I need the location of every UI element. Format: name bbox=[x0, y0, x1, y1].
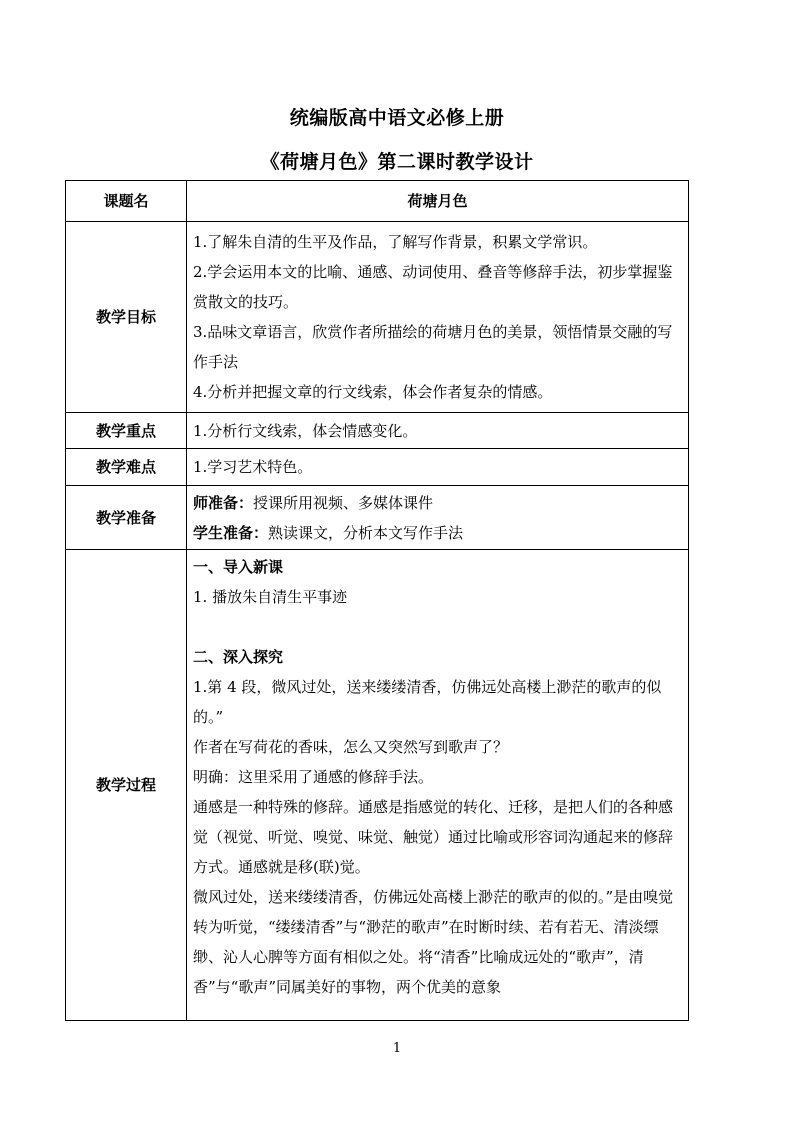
key-point-label: 教学重点 bbox=[66, 413, 187, 449]
teacher-prep-value: 授课所用视频、多媒体课件 bbox=[253, 493, 434, 512]
objective-item: 4.分析并把握文章的行文线索，体会作者复杂的情感。 bbox=[193, 383, 553, 401]
table-row-difficulty bbox=[66, 449, 689, 486]
process-paragraph: 作者在写荷花的香味，怎么又突然写到歌声了？ bbox=[193, 738, 509, 756]
teacher-prep-label: 师准备： bbox=[193, 493, 254, 512]
topic-value: 荷塘月色 bbox=[187, 181, 689, 222]
key-point-value: 1.分析行文线索，体会情感变化。 bbox=[187, 413, 689, 449]
student-prep-label: 学生准备： bbox=[193, 523, 269, 542]
difficulty-value: 1.学习艺术特色。 bbox=[187, 449, 689, 486]
student-prep-value: 熟读课文，分析本文写作手法 bbox=[268, 523, 464, 542]
process-paragraph: 1. 播放朱自清生平事迹 bbox=[193, 588, 348, 606]
difficulty-label: 教学难点 bbox=[66, 449, 187, 486]
table-row-process bbox=[66, 550, 689, 1021]
document-subtitle: 《荷塘月色》第二课时教学设计 bbox=[260, 151, 534, 173]
process-paragraph: 微风过处，送来缕缕清香，仿佛远处高楼上渺茫的歌声的似的。”是由嗅觉转为听觉，“缕缕清香”与“渺茫的歌声”在时断时续、若有若无、清淡缥缈、沁人心脾等方面有相似之处。将“清香”比喻成远处的“歌声”，清香”与“歌声”同属美好的事物，两个优美的意象 bbox=[193, 888, 674, 996]
preparation-content bbox=[187, 486, 689, 550]
student-prep-line bbox=[193, 518, 682, 548]
process-paragraph: 通感是一种特殊的修辞。通感是指感觉的转化、迁移，是把人们的各种感觉（视觉、听觉、嗅觉、味觉、触觉）通过比喻或形容词沟通起来的修辞方式。通感就是移(联)觉。 bbox=[193, 798, 674, 876]
section-heading: 二、深入探究 bbox=[193, 648, 284, 666]
process-label: 教学过程 bbox=[66, 550, 187, 1021]
document-title: 统编版高中语文必修上册 bbox=[289, 107, 505, 129]
section-heading: 一、导入新课 bbox=[193, 558, 284, 576]
objective-item: 3.品味文章语言，欣赏作者所描绘的荷塘月色的美景，领悟情景交融的写作手法 bbox=[193, 323, 673, 371]
table-row-preparation bbox=[66, 486, 689, 550]
objective-item: 2.学会运用本文的比喻、通感、动词使用、叠音等修辞手法，初步掌握鉴赏散文的技巧。 bbox=[193, 263, 673, 311]
objective-item: 1.了解朱自清的生平及作品，了解写作背景，积累文学常识。 bbox=[193, 233, 598, 251]
table-row-topic bbox=[66, 181, 689, 222]
page-number: 1 bbox=[392, 1041, 402, 1056]
preparation-label: 教学准备 bbox=[66, 486, 187, 550]
process-paragraph: 1.第 4 段，微风过处，送来缕缕清香，仿佛远处高楼上渺茫的歌声的似的。” bbox=[193, 678, 662, 726]
process-paragraph: 明确：这里采用了通感的修辞手法。 bbox=[193, 768, 434, 786]
objectives-label: 教学目标 bbox=[66, 222, 187, 413]
blank-line bbox=[193, 612, 682, 642]
topic-label: 课题名 bbox=[66, 181, 187, 222]
table-row-key-point bbox=[66, 413, 689, 449]
objectives-content bbox=[187, 222, 689, 413]
teacher-prep-line bbox=[193, 488, 682, 518]
lesson-plan-table bbox=[65, 180, 689, 1021]
process-content bbox=[187, 550, 689, 1021]
table-row-objectives bbox=[66, 222, 689, 413]
